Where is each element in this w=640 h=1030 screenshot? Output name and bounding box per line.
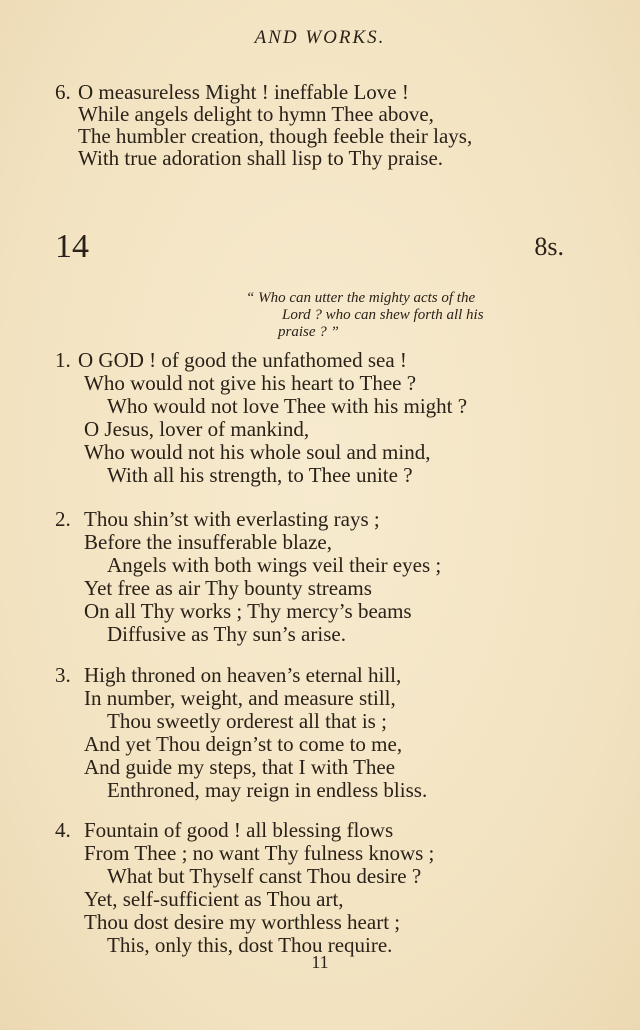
verse-line: With true adoration shall lisp to Thy praise. [78,146,444,170]
verse-line: What but Thyself canst Thou desire ? [107,864,422,888]
epigraph-line: “ Who can utter the mighty acts of the [246,290,476,306]
page-number: 11 [311,952,329,972]
hymn-meter: 8s. [534,232,564,261]
verse-line: O measureless Might ! ineffable Love ! [78,80,409,104]
verse-line: This, only this, dost Thou require. [107,933,393,957]
verse-line: On all Thy works ; Thy mercy’s beams [84,599,412,623]
stanza-number: 1. [55,348,71,372]
verse-line: Before the insufferable blaze, [84,530,332,554]
stanza-number: 2. [55,507,71,531]
verse-line: O GOD ! of good the unfathomed sea ! [78,348,407,372]
stanza-number: 6. [55,80,71,104]
verse-line: Who would not love Thee with his might ? [107,394,468,418]
verse-line: While angels delight to hymn Thee above, [78,102,434,126]
running-head: AND WORKS. [254,27,386,48]
verse-line: Fountain of good ! all blessing flows [84,818,394,842]
verse-line: Thou dost desire my worthless heart ; [84,910,401,934]
verse-line: Enthroned, may reign in endless bliss. [107,778,428,802]
verse-line: Who would not give his heart to Thee ? [84,371,417,395]
verse-line: From Thee ; no want Thy fulness knows ; [84,841,435,865]
verse-line: The humbler creation, though feeble their lays, [78,124,473,148]
verse-line: And yet Thou deign’st to come to me, [84,732,403,756]
verse-line: Who would not his whole soul and mind, [84,440,431,464]
verse-line: O Jesus, lover of mankind, [84,417,310,441]
epigraph-line: Lord ? who can shew forth all his [282,307,484,323]
verse-line: Thou sweetly orderest all that is ; [107,709,387,733]
verse-line: Yet, self-sufficient as Thou art, [84,887,344,911]
verse-line: And guide my steps, that I with Thee [84,755,396,779]
stanza-number: 4. [55,818,71,842]
verse-line: With all his strength, to Thee unite ? [107,463,413,487]
verse-line: High throned on heaven’s eternal hill, [84,663,402,687]
verse-line: Yet free as air Thy bounty streams [84,576,372,600]
verse-line: Diffusive as Thy sun’s arise. [107,622,346,646]
verse-line: Thou shin’st with everlasting rays ; [84,507,380,531]
epigraph-line: praise ? ” [278,324,339,340]
stanza-number: 3. [55,663,71,687]
hymn-number: 14 [55,228,89,265]
verse-line: Angels with both wings veil their eyes ; [107,553,442,577]
verse-line: In number, weight, and measure still, [84,686,396,710]
